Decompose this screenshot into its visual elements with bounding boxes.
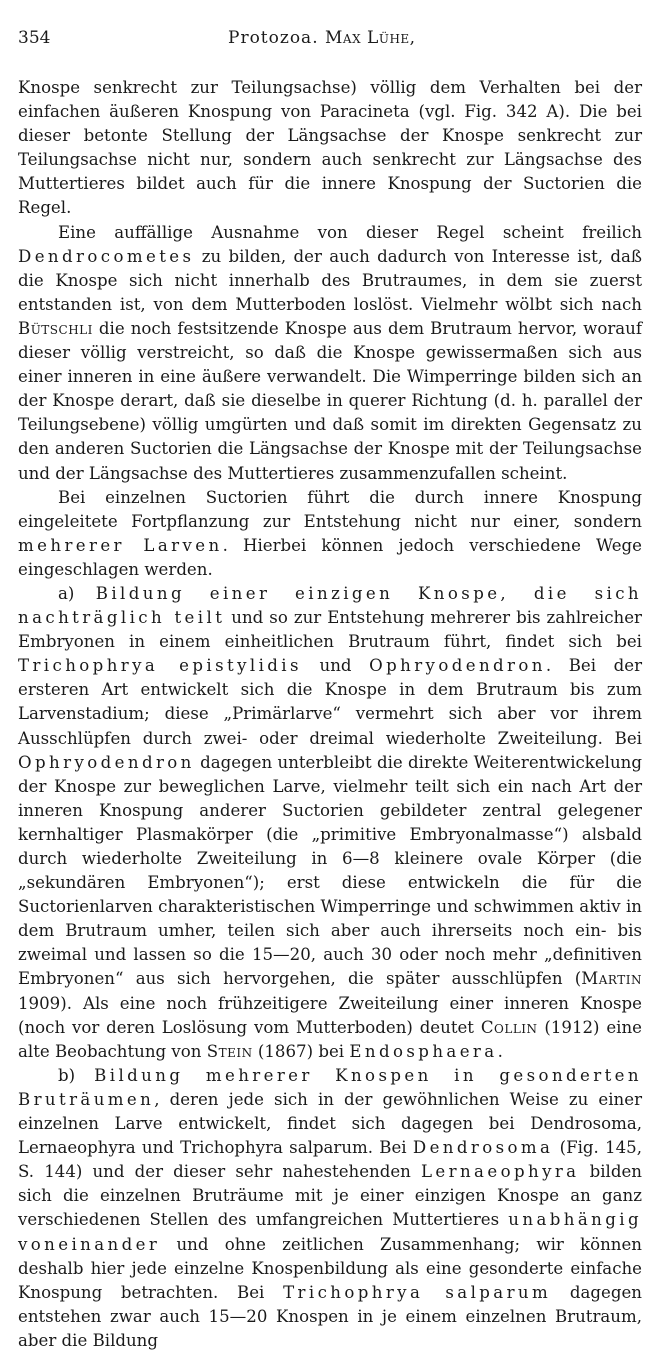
spaced-term: Dendrocometes: [18, 246, 195, 266]
spaced-term: Bildung einer einzigen Knospe, die sich nachträglich teilt: [18, 583, 642, 628]
author-name: Bütschli: [18, 318, 93, 338]
text-run: die noch festsitzende Knospe aus dem Brutraum hervor, worauf dieser völlig verstreicht, so daß die Knospe gewissermaßen sich aus einer inneren in eine äußere verwandelt. Die Wimperringe bilden sich an der Knospe derart, daß sie dieselbe in querer Richtung (d. h. parallel der Teilungsebene) völlig umgürten und daß somit im direkten Gegensatz zu den anderen Suctorien die Längsachse der Knospe mit der Teilungsachse und der Längsachse des Muttertieres zusammenzufallen scheint.: [18, 318, 642, 483]
header-title: Protozoa.: [228, 28, 319, 48]
text-run: Eine auffällige Ausnahme von dieser Regel scheint freilich: [58, 222, 642, 242]
paragraph: [18, 582, 642, 1064]
spaced-term: Lernaeophyra: [421, 1162, 580, 1182]
spaced-term: Dendrosoma: [412, 1138, 554, 1158]
text-run: zu bilden, der auch dadurch von Interesse ist, daß die Knospe sich nicht innerhalb des Brutraumes, in dem sie zuerst entstanden ist, von dem Mutterboden loslöst. Vielmehr wölbt sich nach: [18, 246, 642, 314]
text-run: und so zur Entstehung mehrerer bis zahlreicher Embryonen in einem einheitlichen Brutraum führt, findet sich bei: [18, 608, 642, 652]
paragraph: [18, 76, 642, 221]
text-run: . Bei der ersteren Art entwickelt sich die Knospe in dem Brutraum bis zum Larvenstadium; diese „Primärlarve“ vermehrt sich aber vor ihrem Ausschlüpfen durch zwei- oder dreimal wiederholte Zweiteilung. Bei: [18, 656, 642, 748]
text-run: (1867) bei: [252, 1041, 350, 1061]
text-run: (1912) eine alte Beobachtung von: [18, 1017, 642, 1061]
author-name: Stein: [206, 1041, 253, 1061]
body-text: [18, 76, 642, 1353]
text-run: .: [497, 1041, 503, 1061]
header-author: Max Lühe,: [325, 28, 416, 48]
text-run: b): [58, 1065, 95, 1085]
spaced-term: Ophryodendron: [18, 752, 195, 772]
text-run: Bei einzelnen Suctorien führt die durch innere Knospung eingeleitete Fortpflanzung zur Entstehung nicht nur einer, sondern: [18, 487, 642, 531]
text-run: bilden sich die einzelnen Bruträume mit je einer einzigen Knospe an ganz verschiedenen Stellen des umfangreichen Muttertieres: [18, 1162, 642, 1230]
text-run: a): [58, 583, 96, 603]
text-run: (Fig. 145, S. 144) und der dieser sehr nahestehenden: [18, 1138, 642, 1182]
text-run: , deren jede sich in der gewöhnlichen Weise zu einer einzelnen Larve entwickelt, findet sich dagegen bei Dendrosoma, Lernaeophyra und Trichophyra salparum. Bei: [18, 1089, 642, 1158]
spaced-term: Trichophrya salparum: [283, 1282, 552, 1302]
author-name: Collin: [480, 1017, 538, 1037]
spaced-term: Trichophrya epistylidis: [18, 656, 302, 676]
page-number: 354: [18, 28, 51, 48]
author-name: Martin: [581, 969, 642, 989]
text-run: Knospe senkrecht zur Teilungsachse) völlig dem Verhalten bei der einfachen äußeren Knospung von Paracineta (vgl. Fig. 342 A). Die bei dieser betonte Stellung der Längsachse der Knospe senkrecht zur Teilungsachse nicht nur, sondern auch senkrecht zur Längsachse des Muttertieres bildet auch für die innere Knospung der Suctorien die Regel.: [18, 78, 642, 218]
paragraph: [18, 1064, 642, 1353]
paragraph: [18, 221, 642, 486]
text-run: und ohne zeitlichen Zusammenhang; wir können deshalb hier jede einzelne Knospenbildung als eine gesonderte einfache Knospung betrachten. Bei: [18, 1234, 642, 1302]
spaced-term: Bildung mehrerer Knospen in gesonderten Bruträumen: [18, 1065, 642, 1109]
text-run: 1909). Als eine noch frühzeitigere Zweiteilung einer inneren Knospe (noch vor deren Loslösung vom Mutterboden) deutet: [18, 993, 642, 1037]
running-header: [18, 28, 642, 48]
spaced-term: mehrerer Larven: [18, 535, 223, 555]
text-run: und: [301, 656, 370, 676]
spaced-term: Endosphaera: [349, 1041, 498, 1061]
spaced-term: Ophryodendron: [369, 656, 546, 676]
spaced-term: unabhängig voneinander: [18, 1210, 642, 1254]
text-run: dagegen unterbleibt die direkte Weiterentwickelung der Knospe zur beweglichen Larve, vielmehr teilt sich ein nach Art der inneren Knospung anderer Suctorien gebildeter zentral gelegener kernhaltiger Plasmakörper (die „primitive Embryonalmasse“) alsbald durch wiederholte Zweiteilung in 6—8 kleinere ovale Körper (die „sekundären Embryonen“); erst diese entwickeln die für die Suctorienlarven charakteristischen Wimperringe und schwimmen aktiv in dem Brutraum umher, teilen sich aber auch ihrerseits noch ein- bis zweimal und lassen so die 15—20, auch 30 oder noch mehr „definitiven Embryonen“ aus sich hervorgehen, die später ausschlüpfen (: [18, 752, 642, 989]
text-run: . Hierbei können jedoch verschiedene Wege eingeschlagen werden.: [18, 535, 643, 579]
text-run: dagegen entstehen zwar auch 15—20 Knospen in je einem einzelnen Brutraum, aber die Bildung: [18, 1282, 642, 1350]
paragraph: [18, 486, 642, 582]
running-title: [228, 28, 416, 48]
